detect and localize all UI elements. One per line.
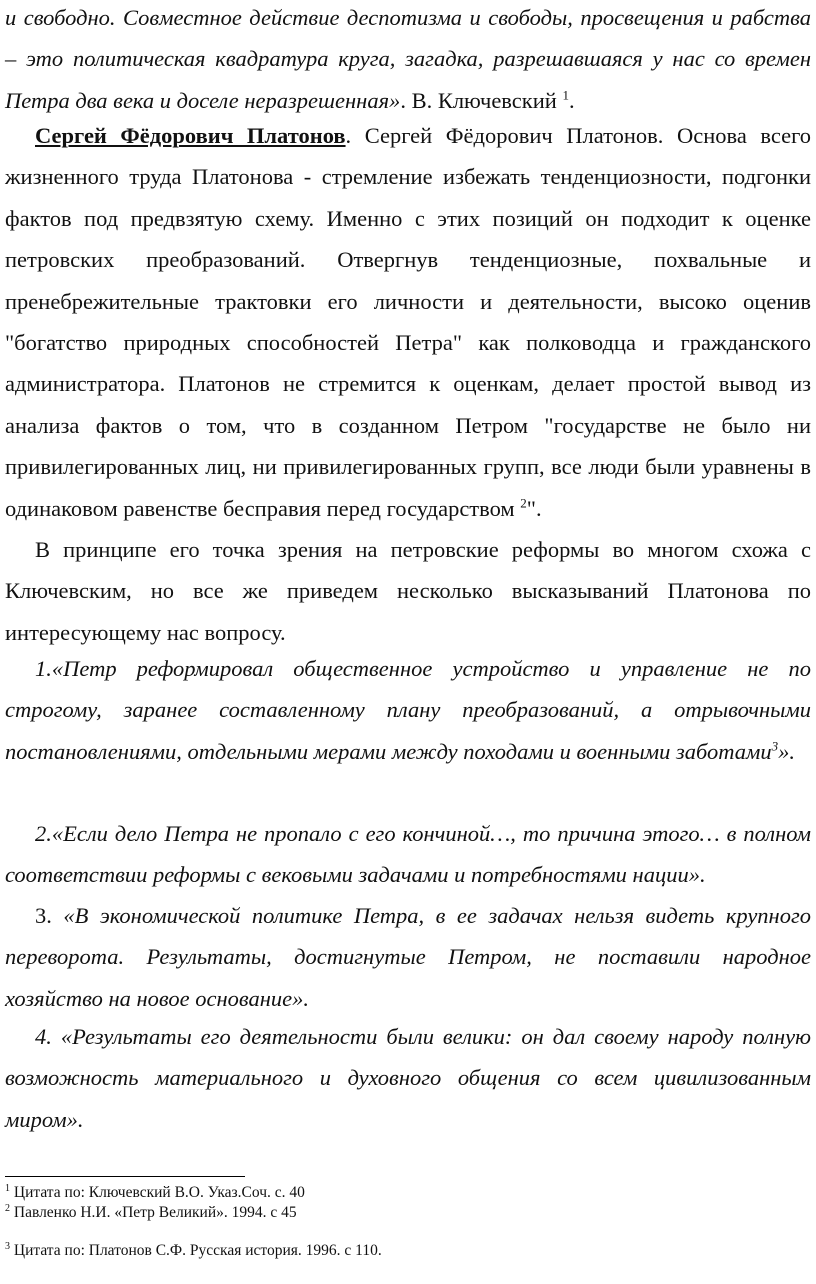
quote-2: 2.«Если дело Петра не пропало с его кончиной…, то причина этого… в полном соответствии реформы с вековыми задачами и потребностями нации». xyxy=(5,821,811,888)
footnote-divider xyxy=(5,1176,245,1177)
quote-attribution: . В. Ключевский xyxy=(400,87,557,113)
klyuchevsky-quote: и свободно. Совместное действие деспотизма и свободы, просвещения и рабства – это политическая квадратура круга, загадка, разрешавшаяся у нас со времен Петра два века и доселе неразрешенная» xyxy=(5,5,811,113)
platonov-paragraph: Сергей Фёдорович Платонов. Сергей Фёдорович Платонов. Основа всего жизненного труда Платонова - стремление избежать тенденциозности, подгонки фактов под предвзятую схему. Именно с этих позиций он подходит к оценке петровских преобразований. Отвергнув тенденциозные, похвальные и пренебрежительные трактовки его личности и деятельности, высоко оценив "богатство природных способностей Петра" как полководца и гражданского администратора. Платонов не стремится к оценкам, делает простой вывод из анализа фактов о том, что в созданном Петром "государстве не было ни привилегированных лиц, ни привилегированных групп, все люди были уравнены в одинаковом равенстве бесправия перед государством $^2$". xyxy=(5,123,812,521)
quote-1: 1.«Петр реформировал общественное устройство и управление не по строгому, заранее составленному плану преобразований, а отрывочными постановлениями, отдельными мерами между походами и военными заботами$^3$». xyxy=(5,656,811,764)
footnote-ref-2[interactable]: 2 xyxy=(520,495,527,511)
footnote-1: $^1$ Цитата по: Ключевский В.О. Указ.Соч. с. 40 xyxy=(5,1182,305,1201)
principle-paragraph: В принципе его точка зрения на петровские реформы во многом схожа с Ключевским, но все же приведем несколько высказываний Платонова по интересующему нас вопросу. xyxy=(5,537,811,645)
platonov-text: . Сергей Фёдорович Платонов. Основа всего жизненного труда Платонова - стремление избежать тенденциозности, подгонки фактов под предвзятую схему. Именно с этих позиций он подходит к оценке петровских преобразований. Отвергнув тенденциозные, похвальные и пренебрежительные трактовки его личности и деятельности, высоко оценив "богатство природных способностей Петра" как полководца и гражданского администратора. Платонов не стремится к оценкам, делает простой вывод из анализа фактов о том, что в созданном Петром "государстве не было ни привилегированных лиц, ни привилегированных групп, все люди были уравнены в одинаковом равенстве бесправия перед государством xyxy=(5,123,812,521)
footnote-ref-3[interactable]: 3 xyxy=(771,738,779,754)
footnote-3: $^3$ Цитата по: Платонов С.Ф. Русская история. 1996. с 110. xyxy=(5,1240,382,1259)
platonov-name: Сергей Фёдорович Платонов xyxy=(35,123,346,148)
footnote-2: $^2$ Павленко Н.И. «Петр Великий». 1994. с 45 xyxy=(5,1202,297,1221)
quote-3: 3. «В экономической политике Петра, в ее задачах нельзя видеть крупного переворота. Результаты, достигнутые Петром, не поставили народное хозяйство на новое основание». xyxy=(5,903,811,1011)
intro-paragraph: и свободно. Совместное действие деспотизма и свободы, просвещения и рабства – это политическая квадратура круга, загадка, разрешавшаяся у нас со времен Петра два века и доселе неразрешенная». В. Ключевский $^1$. xyxy=(5,5,811,113)
footnote-ref-1[interactable]: 1 xyxy=(562,87,569,103)
quote-4: 4. «Результаты его деятельности были велики: он дал своему народу полную возможность материального и духовного общения со всем цивилизованным миром». xyxy=(5,1024,811,1132)
